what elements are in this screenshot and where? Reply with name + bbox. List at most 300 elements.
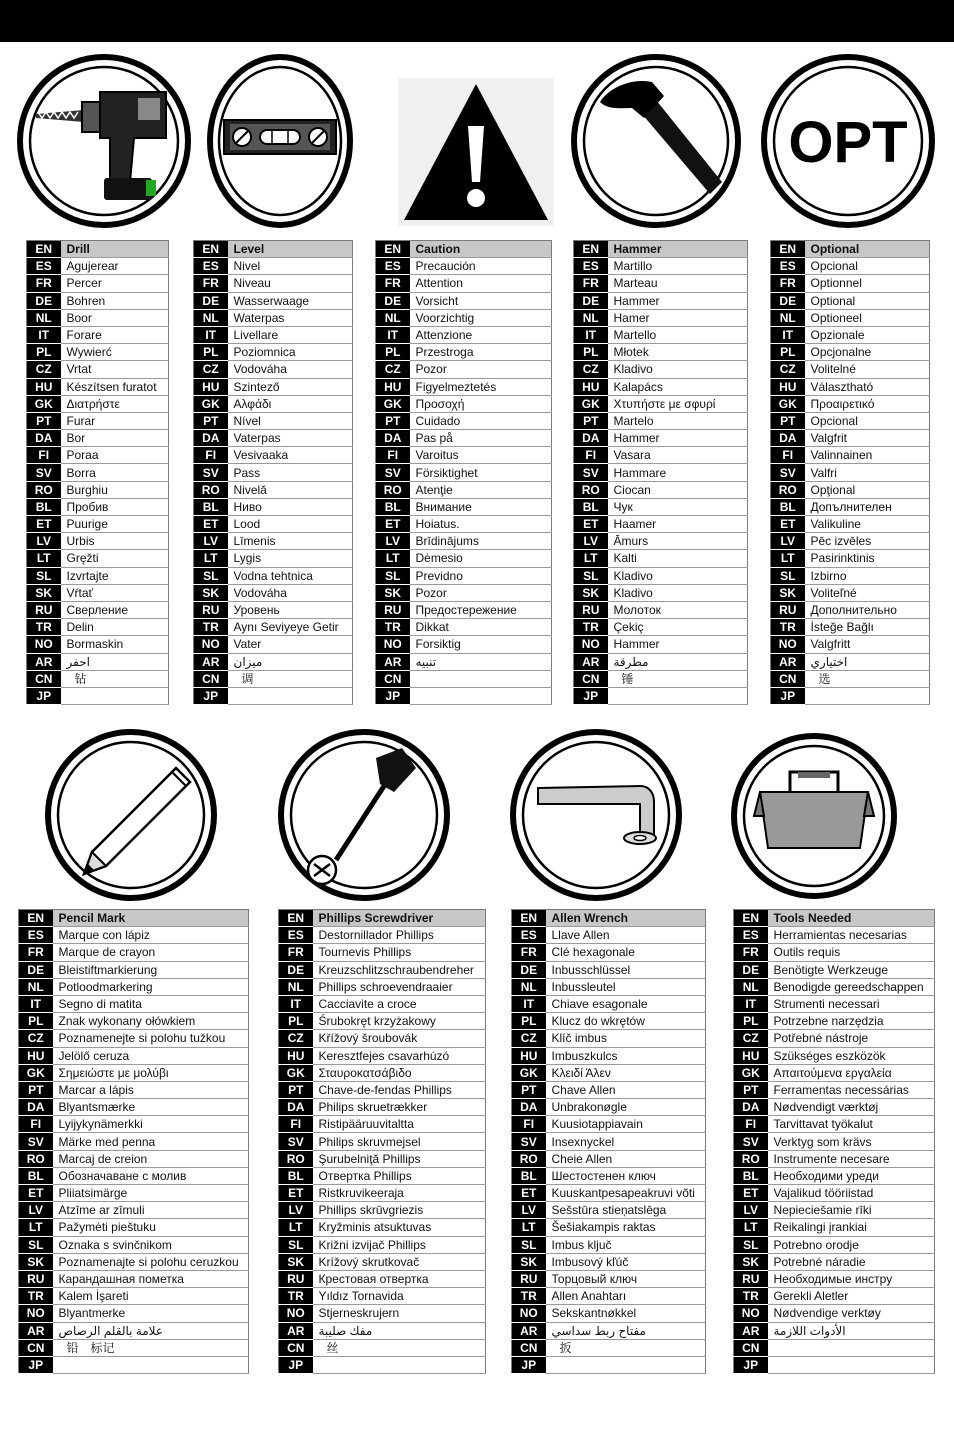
term-translation: Cheie Allen [546, 1150, 706, 1167]
term-translation: Phillips skrūvgriezis [313, 1202, 486, 1219]
term-translation: Wywierć [61, 344, 169, 361]
term-translation: Необходимые инстру [768, 1270, 935, 1287]
table-row [512, 1322, 706, 1339]
table-row [194, 292, 353, 309]
language-code: FR [574, 275, 608, 292]
table-row [512, 1081, 706, 1098]
table-row [27, 378, 169, 395]
term-translation: Hoiatus. [410, 516, 552, 533]
table-row [279, 961, 486, 978]
term-heading: Allen Wrench [546, 910, 706, 927]
language-code: PT [574, 412, 608, 429]
language-code: LV [279, 1202, 313, 1219]
language-code: ES [512, 927, 546, 944]
term-translation: Atzīme ar zīmuli [53, 1202, 249, 1219]
language-code: SK [771, 584, 805, 601]
language-code: GK [574, 395, 608, 412]
language-code: BL [19, 1167, 53, 1184]
table-row [279, 1099, 486, 1116]
term-translation: Śrubokręt krzyżakowy [313, 1013, 486, 1030]
term-translation: Potrzebne narzędzia [768, 1013, 935, 1030]
term-translation: Llave Allen [546, 927, 706, 944]
table-row [27, 670, 169, 687]
table-row [574, 395, 748, 412]
term-translation: Κλειδί Άλεν [546, 1064, 706, 1081]
language-code: BL [279, 1167, 313, 1184]
language-code: ET [734, 1185, 768, 1202]
term-translation: 扳 [546, 1339, 706, 1356]
term-translation: Yıldız Tornavida [313, 1288, 486, 1305]
table-row [574, 292, 748, 309]
table-row [734, 1202, 935, 1219]
table-row [771, 584, 930, 601]
table-row [194, 241, 353, 258]
term-translation: Opcjonalne [805, 344, 930, 361]
language-code: DE [194, 292, 228, 309]
table-row [279, 1047, 486, 1064]
table-row [27, 361, 169, 378]
term-translation: Lygis [228, 550, 353, 567]
language-code: SV [19, 1133, 53, 1150]
table-row [19, 1356, 249, 1373]
table-row [27, 258, 169, 275]
term-translation [61, 687, 169, 704]
term-translation: Ciocan [608, 481, 748, 498]
translation-table-drill [26, 240, 169, 705]
table-row [27, 241, 169, 258]
term-translation: Vrtat [61, 361, 169, 378]
term-translation: Pliiatsimärge [53, 1185, 249, 1202]
term-translation: Krížový skrutkovač [313, 1253, 486, 1270]
language-code: RO [512, 1150, 546, 1167]
term-heading: Pencil Mark [53, 910, 249, 927]
term-translation: Insexnyckel [546, 1133, 706, 1150]
table-row [734, 995, 935, 1012]
term-translation: Precaución [410, 258, 552, 275]
term-translation: Boor [61, 309, 169, 326]
table-row [279, 1322, 486, 1339]
term-translation: Kladivo [608, 361, 748, 378]
caution-icon [398, 78, 554, 226]
language-code: GK [734, 1064, 768, 1081]
term-translation [313, 1356, 486, 1373]
term-translation: Kryžminis atsuktuvas [313, 1219, 486, 1236]
table-row [279, 995, 486, 1012]
language-code: SK [512, 1253, 546, 1270]
language-code: LV [376, 533, 410, 550]
table-row [574, 378, 748, 395]
table-row [734, 927, 935, 944]
table-row [376, 412, 552, 429]
language-code: NO [279, 1305, 313, 1322]
term-translation: تنبيه [410, 653, 552, 670]
term-translation: Необходими уреди [768, 1167, 935, 1184]
table-row [279, 1013, 486, 1030]
term-translation: Pas på [410, 430, 552, 447]
term-translation: Προσοχή [410, 395, 552, 412]
term-translation: Hammer [608, 292, 748, 309]
language-code: ES [194, 258, 228, 275]
table-row [279, 1116, 486, 1133]
table-row [734, 1270, 935, 1287]
table-row [734, 1288, 935, 1305]
table-row [771, 430, 930, 447]
language-code: CZ [376, 361, 410, 378]
table-row [376, 670, 552, 687]
term-translation: Σημειώστε με μολύβι [53, 1064, 249, 1081]
term-translation: Valfri [805, 464, 930, 481]
term-translation: Āmurs [608, 533, 748, 550]
term-translation: Предостережение [410, 601, 552, 618]
term-translation: Potloodmarkering [53, 978, 249, 995]
term-translation: Allen Anahtarı [546, 1288, 706, 1305]
term-translation: Hammare [608, 464, 748, 481]
translation-table-hammer [573, 240, 748, 705]
language-code: CZ [27, 361, 61, 378]
language-code: CZ [734, 1030, 768, 1047]
table-row [19, 1219, 249, 1236]
table-row [279, 1185, 486, 1202]
language-code: FR [512, 944, 546, 961]
term-translation: Klíč imbus [546, 1030, 706, 1047]
optional-icon [760, 52, 936, 230]
term-translation: Nødvendige verktøy [768, 1305, 935, 1322]
table-row [279, 1288, 486, 1305]
language-code: PT [734, 1081, 768, 1098]
term-translation: Marque con lápiz [53, 927, 249, 944]
term-translation: اختياري [805, 653, 930, 670]
language-code: DE [19, 961, 53, 978]
language-code: PL [734, 1013, 768, 1030]
language-code: ES [19, 927, 53, 944]
term-translation: 锤 [608, 670, 748, 687]
table-row [27, 550, 169, 567]
table-row [771, 498, 930, 515]
term-translation [410, 687, 552, 704]
term-translation: Chave-de-fendas Phillips [313, 1081, 486, 1098]
language-code: SL [194, 567, 228, 584]
table-row [512, 1270, 706, 1287]
language-code: CN [279, 1339, 313, 1356]
table-row [279, 1219, 486, 1236]
term-heading: Phillips Screwdriver [313, 910, 486, 927]
term-translation: Αλφάδι [228, 395, 353, 412]
term-translation: Martello [608, 326, 748, 343]
term-translation: Herramientas necesarias [768, 927, 935, 944]
language-code: AR [734, 1322, 768, 1339]
term-translation: Voorzichtig [410, 309, 552, 326]
term-translation: Cacciavite a croce [313, 995, 486, 1012]
term-translation: Ristipääruuvitaltta [313, 1116, 486, 1133]
term-translation: Chiave esagonale [546, 995, 706, 1012]
language-code: IT [771, 326, 805, 343]
term-translation: Valinnainen [805, 447, 930, 464]
term-translation: Обозначаване с молив [53, 1167, 249, 1184]
table-row [512, 1167, 706, 1184]
table-row [27, 601, 169, 618]
table-row [27, 533, 169, 550]
language-code: PT [771, 412, 805, 429]
language-code: GK [279, 1064, 313, 1081]
term-translation: Gerekli Aletler [768, 1288, 935, 1305]
term-translation: Уровень [228, 601, 353, 618]
term-translation: Imbusový kľúč [546, 1253, 706, 1270]
language-code: BL [194, 498, 228, 515]
table-row [734, 910, 935, 927]
term-translation: Młotek [608, 344, 748, 361]
language-code: JP [194, 687, 228, 704]
language-code: CN [512, 1339, 546, 1356]
term-translation: Phillips schroevendraaier [313, 978, 486, 995]
language-code: NO [734, 1305, 768, 1322]
language-code: ET [194, 516, 228, 533]
language-code: CZ [512, 1030, 546, 1047]
table-row [376, 275, 552, 292]
table-row [734, 1099, 935, 1116]
term-translation: Kladivo [608, 584, 748, 601]
term-translation: Pozor [410, 584, 552, 601]
language-code: GK [771, 395, 805, 412]
term-translation: Atenţie [410, 481, 552, 498]
table-row [194, 481, 353, 498]
table-row [27, 430, 169, 447]
term-translation: 钻 [61, 670, 169, 687]
term-translation: Attention [410, 275, 552, 292]
table-row [574, 447, 748, 464]
language-code: DE [771, 292, 805, 309]
table-row [574, 275, 748, 292]
term-translation: Figyelmeztetés [410, 378, 552, 395]
table-row [771, 241, 930, 258]
language-code: TR [27, 619, 61, 636]
term-translation: Διατρήστε [61, 395, 169, 412]
table-row [512, 1339, 706, 1356]
allen-wrench-icon [508, 728, 684, 902]
translation-table-level [193, 240, 353, 705]
language-code: RO [194, 481, 228, 498]
language-code: NL [771, 309, 805, 326]
table-row [734, 1236, 935, 1253]
language-code: IT [279, 995, 313, 1012]
table-row [771, 550, 930, 567]
language-code: DA [376, 430, 410, 447]
language-code: LT [512, 1219, 546, 1236]
term-translation [768, 1356, 935, 1373]
term-translation [546, 1356, 706, 1373]
table-row [279, 1133, 486, 1150]
table-row [734, 1219, 935, 1236]
language-code: FI [574, 447, 608, 464]
table-row [376, 653, 552, 670]
term-translation: Bohren [61, 292, 169, 309]
table-row [574, 412, 748, 429]
term-translation: Торцовый ключ [546, 1270, 706, 1287]
language-code: IT [19, 995, 53, 1012]
term-translation: Križni izvijač Phillips [313, 1236, 486, 1253]
term-translation: Kalapács [608, 378, 748, 395]
table-row [27, 464, 169, 481]
table-row [512, 927, 706, 944]
language-code: JP [512, 1356, 546, 1373]
term-translation: Valgfritt [805, 636, 930, 653]
language-code: SL [734, 1236, 768, 1253]
table-row [574, 670, 748, 687]
term-translation: Urbis [61, 533, 169, 550]
term-translation [53, 1356, 249, 1373]
term-translation: Potrebné náradie [768, 1253, 935, 1270]
language-code: NL [734, 978, 768, 995]
term-translation: Opţional [805, 481, 930, 498]
language-code: TR [279, 1288, 313, 1305]
table-row [376, 241, 552, 258]
table-row [194, 687, 353, 704]
term-translation: Przestroga [410, 344, 552, 361]
table-row [194, 636, 353, 653]
table-row [27, 275, 169, 292]
term-translation: Clé hexagonale [546, 944, 706, 961]
language-code: ET [574, 516, 608, 533]
term-translation: Cuidado [410, 412, 552, 429]
language-code: NO [194, 636, 228, 653]
table-row [512, 1185, 706, 1202]
table-row [771, 533, 930, 550]
language-code: PL [574, 344, 608, 361]
table-row [574, 533, 748, 550]
table-row [194, 275, 353, 292]
term-translation: Stjerneskrujern [313, 1305, 486, 1322]
term-translation: 铅 标记 [53, 1339, 249, 1356]
language-code: PL [512, 1013, 546, 1030]
term-translation: Чук [608, 498, 748, 515]
language-code: TR [734, 1288, 768, 1305]
table-row [19, 1081, 249, 1098]
table-row [771, 258, 930, 275]
language-code: LV [512, 1202, 546, 1219]
term-translation: ميزان [228, 653, 353, 670]
term-translation: Marcaj de creion [53, 1150, 249, 1167]
table-row [279, 1305, 486, 1322]
table-row [194, 533, 353, 550]
table-row [27, 687, 169, 704]
term-translation: Pass [228, 464, 353, 481]
table-row [771, 567, 930, 584]
translation-table-optional [770, 240, 930, 705]
table-row [194, 309, 353, 326]
language-code: SL [512, 1236, 546, 1253]
language-code: GK [376, 395, 410, 412]
language-code: HU [512, 1047, 546, 1064]
language-code: HU [734, 1047, 768, 1064]
language-code: NO [376, 636, 410, 653]
language-code: DA [734, 1099, 768, 1116]
term-translation: Haamer [608, 516, 748, 533]
language-code: NO [27, 636, 61, 653]
table-row [279, 1167, 486, 1184]
language-code: LV [771, 533, 805, 550]
table-row [574, 309, 748, 326]
table-row [512, 910, 706, 927]
term-translation: Пробив [61, 498, 169, 515]
language-code: PT [27, 412, 61, 429]
translation-table-pencil-mark [18, 909, 249, 1374]
term-heading: Level [228, 241, 353, 258]
table-row [771, 447, 930, 464]
term-translation: Választható [805, 378, 930, 395]
term-translation: Σταυροκατσάβιδο [313, 1064, 486, 1081]
term-translation: Nepieciešamie rīki [768, 1202, 935, 1219]
table-row [19, 995, 249, 1012]
translation-table-caution [375, 240, 552, 705]
term-translation [768, 1339, 935, 1356]
term-translation: Отвертка Phillips [313, 1167, 486, 1184]
term-translation: Vodna tehtnica [228, 567, 353, 584]
table-row [734, 1253, 935, 1270]
table-row [512, 1288, 706, 1305]
translation-table-phillips-screwdriver [278, 909, 486, 1374]
term-translation: Strumenti necessari [768, 995, 935, 1012]
language-code: DA [27, 430, 61, 447]
language-code: ET [279, 1185, 313, 1202]
language-code: SL [279, 1236, 313, 1253]
table-row [19, 1236, 249, 1253]
language-code: CZ [279, 1030, 313, 1047]
top-black-bar [0, 0, 954, 42]
term-translation: Optionnel [805, 275, 930, 292]
table-row [574, 516, 748, 533]
term-translation: Attenzione [410, 326, 552, 343]
term-translation: Sekskantnøkkel [546, 1305, 706, 1322]
table-row [574, 430, 748, 447]
language-code: GK [19, 1064, 53, 1081]
language-code: RO [734, 1150, 768, 1167]
term-translation: Απαιτούμενα εργαλεία [768, 1064, 935, 1081]
term-translation: Segno di matita [53, 995, 249, 1012]
language-code: FI [771, 447, 805, 464]
table-row [512, 1150, 706, 1167]
language-code: DA [194, 430, 228, 447]
term-translation: Hammer [608, 430, 748, 447]
table-row [771, 395, 930, 412]
term-translation: Inbusschlüssel [546, 961, 706, 978]
language-code: LV [19, 1202, 53, 1219]
table-row [734, 1030, 935, 1047]
term-translation: Vasara [608, 447, 748, 464]
term-heading: Hammer [608, 241, 748, 258]
translation-table-tools-needed [733, 909, 935, 1374]
language-code: EN [194, 241, 228, 258]
term-translation: Inbussleutel [546, 978, 706, 995]
language-code: AR [771, 653, 805, 670]
table-row [27, 481, 169, 498]
language-code: CN [19, 1339, 53, 1356]
screwdriver-icon [276, 728, 452, 902]
table-row [194, 361, 353, 378]
term-translation: Burghiu [61, 481, 169, 498]
language-code: SL [376, 567, 410, 584]
table-row [19, 1064, 249, 1081]
term-translation: Ferramentas necessárias [768, 1081, 935, 1098]
table-row [27, 653, 169, 670]
term-translation: Допълнителен [805, 498, 930, 515]
table-row [574, 550, 748, 567]
table-row [19, 1305, 249, 1322]
language-code: JP [376, 687, 410, 704]
table-row [376, 292, 552, 309]
term-translation: Opzionale [805, 326, 930, 343]
language-code: SL [19, 1236, 53, 1253]
language-code: NL [194, 309, 228, 326]
term-translation: Pažymėti pieštuku [53, 1219, 249, 1236]
